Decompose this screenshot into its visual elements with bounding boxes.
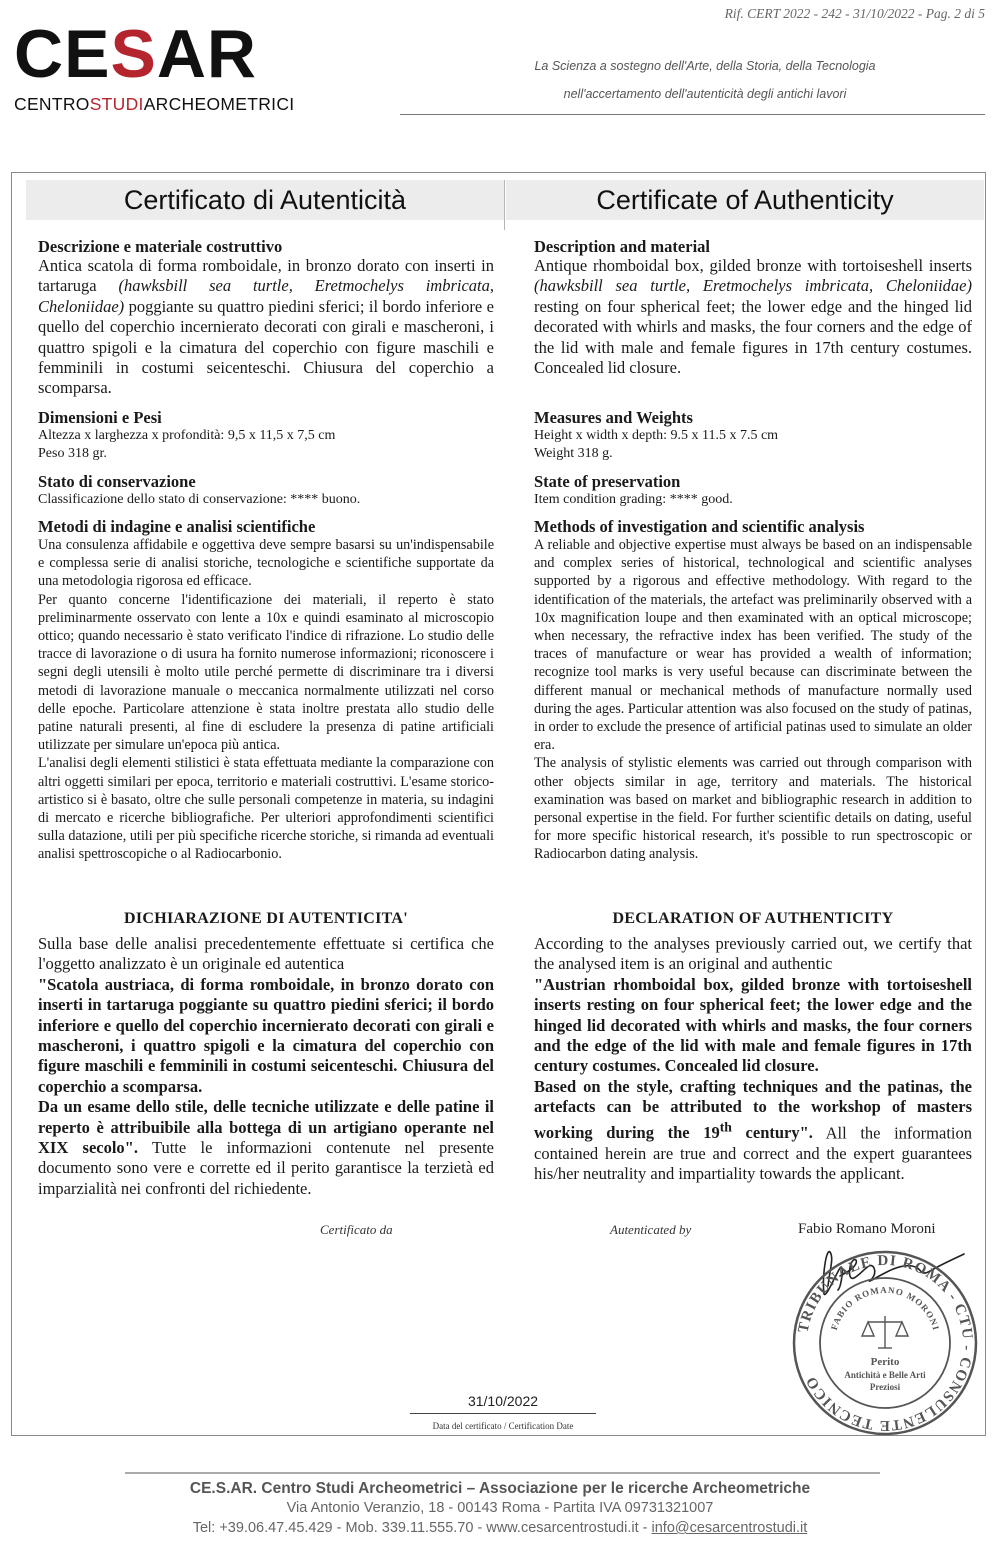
en-attribution-guarantee: All the information contained herein are true and correct and the expert guarantees his/her neutrality and impartiality towards the applicant. [534,1123,972,1183]
en-attribution-end: century". [731,1123,813,1143]
it-declaration-intro: Sulla base delle analisi precedentemente effettuate si certifica che l'oggetto analizzato è un originale ed autentica [38,934,494,974]
title-divider [504,180,505,230]
certified-by-label: Certificato da [320,1222,393,1237]
it-dimensions-heading: Dimensioni e Pesi [38,408,162,427]
stamp-line-2: Antichità e Belle Arti [844,1370,926,1380]
stamp-inner-text: FABIO ROMANO MORONI [828,1284,942,1332]
en-conservation-text: Item condition grading: **** good. [534,492,733,507]
en-declaration-attribution [534,1077,972,1185]
en-desc-part: Antique rhomboidal box, gilded bronze with tortoiseshell inserts [534,256,972,275]
it-declaration-section [38,910,494,1199]
it-desc-part: Antica scatola di forma romboidale, in bronzo dorato con inserti in tartaruga [38,256,494,296]
footer-contacts [60,1520,940,1536]
en-description-text [534,256,972,378]
it-attribution-guarantee: Tutte le informazioni contenute nel presente documento sono vere e corrette ed il perito garantisce la terzietà ed imparzialità nei confronti del richiedente. [38,1138,495,1198]
en-description-heading: Description and material [534,237,710,256]
it-conservation-heading: Stato di conservazione [38,472,196,491]
title-english: Certificate of Authenticity [596,185,894,215]
en-dimensions-size: Height x width x depth: 9.5 x 11.5 x 7.5 cm [534,428,779,443]
it-methods-paragraph-2: Per quanto concerne l'identificazione dei materiali, il reperto è stato preliminarmente osservato con lente a 10x e quindi esaminato al microscopio ottico; quando necessario è stato verificato l'indice di rifrazione. Lo studio delle tracce di lavorazione o di usura ha fornito numerose informazioni; riconoscere i segni degli utensili è molto utile perché permette di discriminare tra i diversi metodi di lavorazione manuale o meccanica normalmente utilizzati nel corso delle epoche. Particolare attenzione è stata inoltre prestata allo studio delle patine naturali presenti, al fine di escludere la presenza di patine artificiali utilizzate per simulare un'epoca più antica. [38,591,494,754]
it-desc-species: (hawksbill sea turtle, Eretmochelys imbricata, Cheloniidae) [38,276,495,316]
it-declaration-object: "Scatola austriaca, di forma romboidale, in bronzo dorato con inserti in tartaruga poggiante su quattro piedini sferici; il bordo inferiore e quello del coperchio incernierato decorati con girali e mascheroni, i quattro spigoli e la cimatura del coperchio con figure maschili e femminili in costumi seicenteschi. Chiusura del coperchio a scomparsa. [38,974,494,1096]
header-divider [400,114,985,115]
footer-email-link[interactable]: info@cesarcentrostudi.it [651,1520,808,1536]
logo-part-accent: S [110,16,157,92]
en-methods-section [534,518,972,864]
stamp-line-3: Preziosi [869,1382,901,1392]
en-dimensions-section [534,409,972,463]
en-desc-part: resting on four spherical feet; the lower edge and the hinged lid decorated with whirls and masks, the four corners and the edge of the lid with male and female figures in 17th century costumes. Concealed lid closure. [534,296,972,378]
en-declaration-object: "Austrian rhomboidal box, gilded bronze with tortoiseshell inserts resting on four spherical feet; the lower edge and the hinged lid decorated with whirls and masks, the four corners and the edge of the lid with male and female figures in 17th century costumes. Concealed lid closure. [534,974,972,1076]
logo-subtitle [14,94,374,115]
authenticated-by-label: Autenticated by [610,1222,692,1237]
signer-name: Fabio Romano Moroni [798,1221,936,1237]
it-desc-part: poggiante su quattro piedini sferici; il bordo inferiore e quello del coperchio incernierato decorati con girali e mascheroni, i quattro spigoli e la cimatura del coperchio con figure maschili e femminili in costumi seicenteschi. Chiusura del coperchio a scomparsa. [38,296,494,398]
it-methods-paragraph-1: Una consulenza affidabile e oggettiva deve sempre basarsi su un'indispensabile e complessa serie di analisi storiche, tecnologiche e scientifiche supportate da una metodologia rigorosa ed efficace. [38,537,494,590]
date-underline [410,1413,596,1414]
en-attribution-text: Based on the style, crafting techniques and the patinas, the artefacts can be attributed to the workshop of masters working during the 19 [534,1076,972,1143]
it-description-heading: Descrizione e materiale costruttivo [38,237,283,256]
footer-address: Via Antonio Veranzio, 18 - 00143 Roma - Partita IVA 09731321007 [286,1500,714,1516]
scales-icon [862,1316,908,1348]
tagline-line-2: nell'accertamento dell'autenticità degli antichi lavori [563,87,847,101]
tribunal-stamp [790,1248,980,1438]
en-methods-paragraph-1: A reliable and objective expertise must always be based on an indispensable and complex series of historical, technological and scientific analyses supported by a rigorous and effective methodology. With regard to the identification of the materials, the artefact was preliminarily observed with a 10x magnification loupe and then examinated with an optical microscope; when necessary, the refractive index has been verified. The study of the traces of manufacture or wear has provided a wealth of information; recognize tool marks is very useful because can discriminate between the different manual or mechanical methods of manufacture normally used during the ages. Particular attention was also focused on the study of patinas, in order to exclude the presence of artificial patinas used to simulate an older era. [534,537,972,754]
it-dimensions-weight: Peso 318 gr. [38,446,107,461]
en-description-section [534,238,972,378]
it-dimensions-section [38,409,494,463]
it-description-text [38,256,494,399]
logo-part: AR [156,16,258,92]
it-description-section [38,238,494,399]
en-dimensions-heading: Measures and Weights [534,408,693,427]
it-dimensions-size: Altezza x larghezza x profondità: 9,5 x 11,5 x 7,5 cm [38,428,336,443]
logo-wordmark [14,16,374,92]
en-methods-heading: Methods of investigation and scientific analysis [534,517,865,536]
it-methods-section [38,518,494,864]
en-methods-paragraph-2: The analysis of stylistic elements was carried out through comparison with other objects similar in age, territory and materials. The historical examination was based on market and bibliographic research in addition to personal expertise in the field. For further scientific details on dating, useful for more specific historical research, it's possible to run spectroscopic or Radiocarbon dating analysis. [534,755,972,863]
certification-date-caption: Data del certificato / Certification Date [432,1421,574,1431]
document-reference: Rif. CERT 2022 - 242 - 31/10/2022 - Pag. 2 di 5 [724,6,985,21]
stamp-line-1: Perito [870,1356,900,1368]
logo-part: CE [14,16,111,92]
it-conservation-text: Classificazione dello stato di conservazione: **** buono. [38,492,361,507]
footer-divider [125,1472,880,1474]
footer-organization: CE.S.AR. Centro Studi Archeometrici – Associazione per le ricerche Archeometriche [189,1480,811,1497]
certification-date: 31/10/2022 [467,1393,539,1409]
en-desc-species: (hawksbill sea turtle, Eretmochelys imbricata, Cheloniidae) [534,276,972,296]
en-dimensions-weight: Weight 318 g. [534,446,613,461]
logo-sub-part-accent: STUDI [89,94,144,114]
en-conservation-section [534,473,972,509]
it-attribution-bold: Da un esame dello stile, delle tecniche utilizzate e delle patine il reperto è attribuibile alla bottega di un artigiano operante nel XIX secolo". [38,1097,494,1158]
title-italian: Certificato di Autenticità [123,185,407,215]
it-declaration-heading: DICHIARAZIONE DI AUTENTICITA' [123,910,408,927]
it-conservation-section [38,473,494,509]
tagline-line-1: La Scienza a sostegno dell'Arte, della Storia, della Tecnologia [534,59,876,73]
logo-sub-part: CENTRO [14,94,90,114]
it-methods-paragraph-3: L'analisi degli elementi stilistici è stata effettuata mediante la comparazione con altri oggetti similari per epoca, territorio e materiali costruttivi. L'esame storico-artistico si è basato, oltre che sulle personali competenze in materia, su indagini di mercato e ricerche bibliografiche. Per ulteriori approfondimenti scientifici sulla datazione, utili per più specifiche ricerche storiche, si rimanda ad eventuali analisi spettroscopiche o al Radiocarbonio. [38,755,494,863]
en-declaration-section [534,910,972,1184]
en-declaration-heading: DECLARATION OF AUTHENTICITY [612,910,894,927]
en-declaration-intro: According to the analyses previously carried out, we certify that the analysed item is an original and authentic [534,934,972,974]
it-declaration-attribution [38,1097,494,1199]
stamp-outer-text: TRIBUNALE DI ROMA - CTU - CONSULENTE TECNICO [795,1252,976,1434]
en-attribution-ordinal: th [719,1119,732,1135]
footer-contacts-text: Tel: +39.06.47.45.429 - Mob. 339.11.555.70 - www.cesarcentrostudi.it - [192,1520,652,1536]
cesar-logo [14,16,374,120]
en-conservation-heading: State of preservation [534,472,681,491]
logo-sub-part: ARCHEOMETRICI [143,94,295,114]
it-methods-heading: Metodi di indagine e analisi scientifiche [38,517,316,536]
